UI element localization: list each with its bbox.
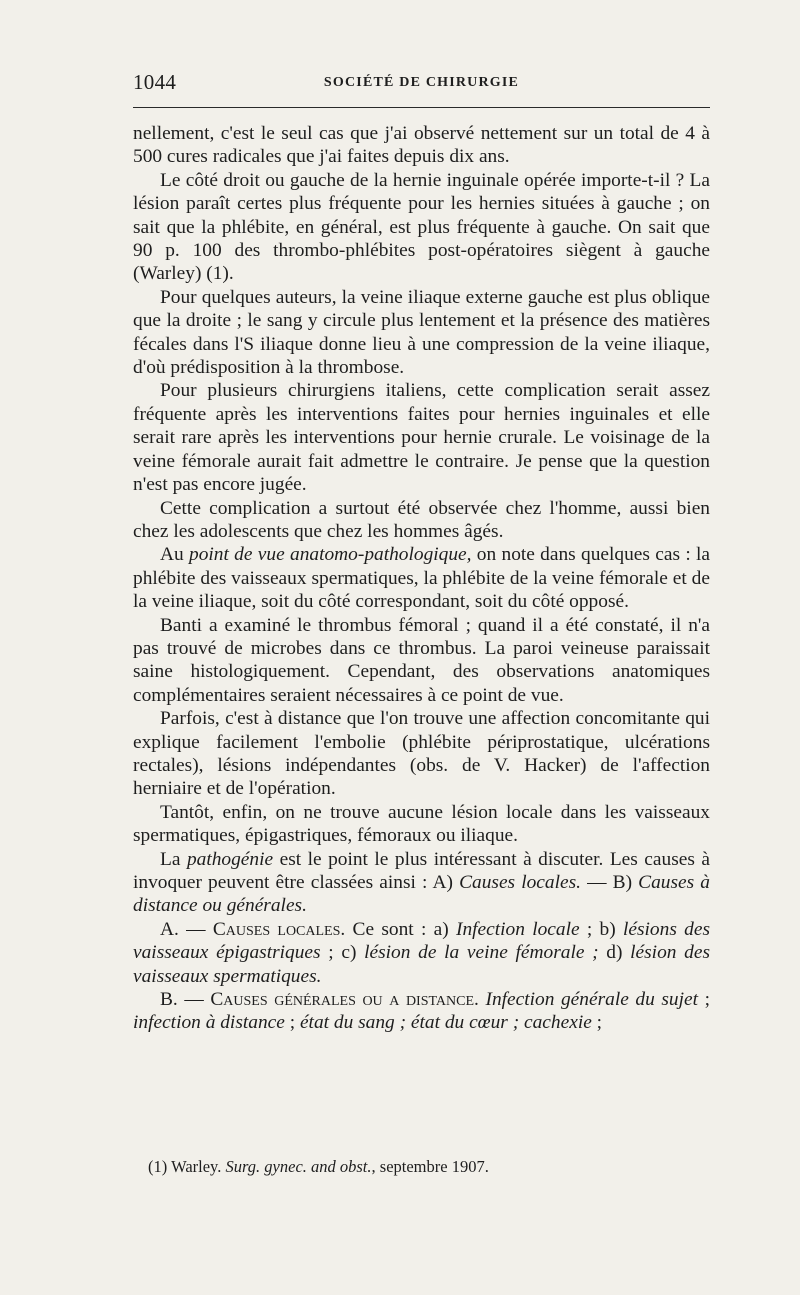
text-run: ; c) [320, 942, 365, 964]
text-run: ; [698, 989, 710, 1011]
text-run: A. — [160, 918, 213, 940]
paragraph [133, 543, 710, 613]
italic-run: Causes locales. [459, 872, 581, 893]
small-caps-run: Causes locales. [212, 918, 346, 940]
page-header [133, 70, 710, 100]
text-run: ; [591, 1012, 603, 1034]
italic-run: Infection générale du sujet [485, 989, 699, 1011]
text-run: est le point le plus intéressant à discuter. Les causes à invoquer peuvent être classées ainsi : A) [133, 848, 710, 893]
paragraph: Banti a examiné le thrombus fémoral ; quand il a été constaté, il n'a pas trouvé de microbes dans ce thrombus. La paroi veineuse paraissait saine histologiquement. Cependant, des observations anatomiques complémentaires seraient nécessaires à ce point de vue. [133, 614, 710, 706]
small-caps-run: Causes générales ou a distance. [210, 989, 479, 1011]
paragraph: Cette complication a surtout été observée chez l'homme, aussi bien chez les adolescents que chez les hommes âgés. [133, 497, 710, 542]
paragraph [133, 848, 710, 918]
italic-run: Infection locale [456, 918, 580, 940]
italic-run: Surg. gynec. and obst. [225, 1157, 372, 1176]
text-run: ; [284, 1012, 300, 1034]
text-run: ; b) [579, 918, 623, 940]
running-title: SOCIÉTÉ DE CHIRURGIE [323, 75, 520, 90]
text-run: Ce sont : a) [345, 918, 456, 940]
paragraph: Tantôt, enfin, on ne trouve aucune lésion locale dans les vaisseaux spermatiques, épigastriques, fémoraux ou iliaque. [133, 801, 710, 847]
header-rule [133, 107, 710, 108]
text-run: d) [598, 942, 631, 964]
text-run: Au [160, 544, 190, 566]
italic-run: infection à distance [133, 1012, 285, 1034]
paragraph: Le côté droit ou gauche de la hernie inguinale opérée importe-t-il ? La lésion paraît certes plus fréquente pour les hernies situées à gauche ; on sait que la phlébite, en général, est plus fréquente à gauche. On sait que 90 p. 100 des thrombo-phlébites post-opératoires siègent à gauche (Warley) (1). [133, 169, 710, 285]
body-text [133, 122, 710, 1035]
text-run: B. — [160, 989, 211, 1011]
italic-run: pathogénie [186, 848, 274, 870]
paragraph: nellement, c'est le seul cas que j'ai observé nettement sur un total de 4 à 500 cures radicales que j'ai faites depuis dix ans. [133, 123, 710, 168]
paragraph: Parfois, c'est à distance que l'on trouve une affection concomitante qui explique facilement l'embolie (phlébite périprostatique, ulcérations rectales), lésions indépendantes (obs. de V. Hacker) de l'affection herniaire et de l'opération. [133, 708, 710, 800]
text-run: on note dans quelques cas : la phlébite des vaisseaux spermatiques, la phlébite de la veine fémorale et de la veine iliaque, soit du côté correspondant, soit du côté opposé. [133, 544, 711, 613]
italic-run: lésions des vaisseaux épigastriques [133, 918, 710, 964]
page-number: 1044 [133, 70, 177, 94]
paragraph [133, 988, 710, 1035]
italic-run: point de vue anatomo-pathologique, [189, 544, 472, 566]
paragraph: Pour plusieurs chirurgiens italiens, cette complication serait assez fréquente après les interventions faites pour hernies inguinales et elle serait rare après les interventions pour hernie crurale. Le voisinage de la veine fémorale aurait fait admettre le contraire. Je pense que la question n'est pas encore jugée. [133, 380, 710, 496]
paragraph [133, 918, 710, 988]
italic-run: Causes à distance ou générales. [133, 872, 710, 917]
italic-run: lésion des vaisseaux spermatiques. [133, 942, 711, 987]
italic-run: état du sang ; état du cœur ; cachexie [299, 1012, 592, 1034]
text-run: — B) [581, 872, 639, 893]
italic-run: lésion de la veine fémorale ; [364, 942, 599, 964]
text-run: , septembre 1907. [371, 1157, 489, 1176]
paragraph: Pour quelques auteurs, la veine iliaque externe gauche est plus oblique que la droite ; le sang y circule plus lentement et la présence des matières fécales dans l'S iliaque donne lieu à une compression de la veine iliaque, d'où prédisposition à la thrombose. [133, 286, 710, 379]
text-run: (1) Warley. [148, 1157, 226, 1176]
footnote [148, 1157, 708, 1177]
text-run: La [160, 848, 187, 870]
